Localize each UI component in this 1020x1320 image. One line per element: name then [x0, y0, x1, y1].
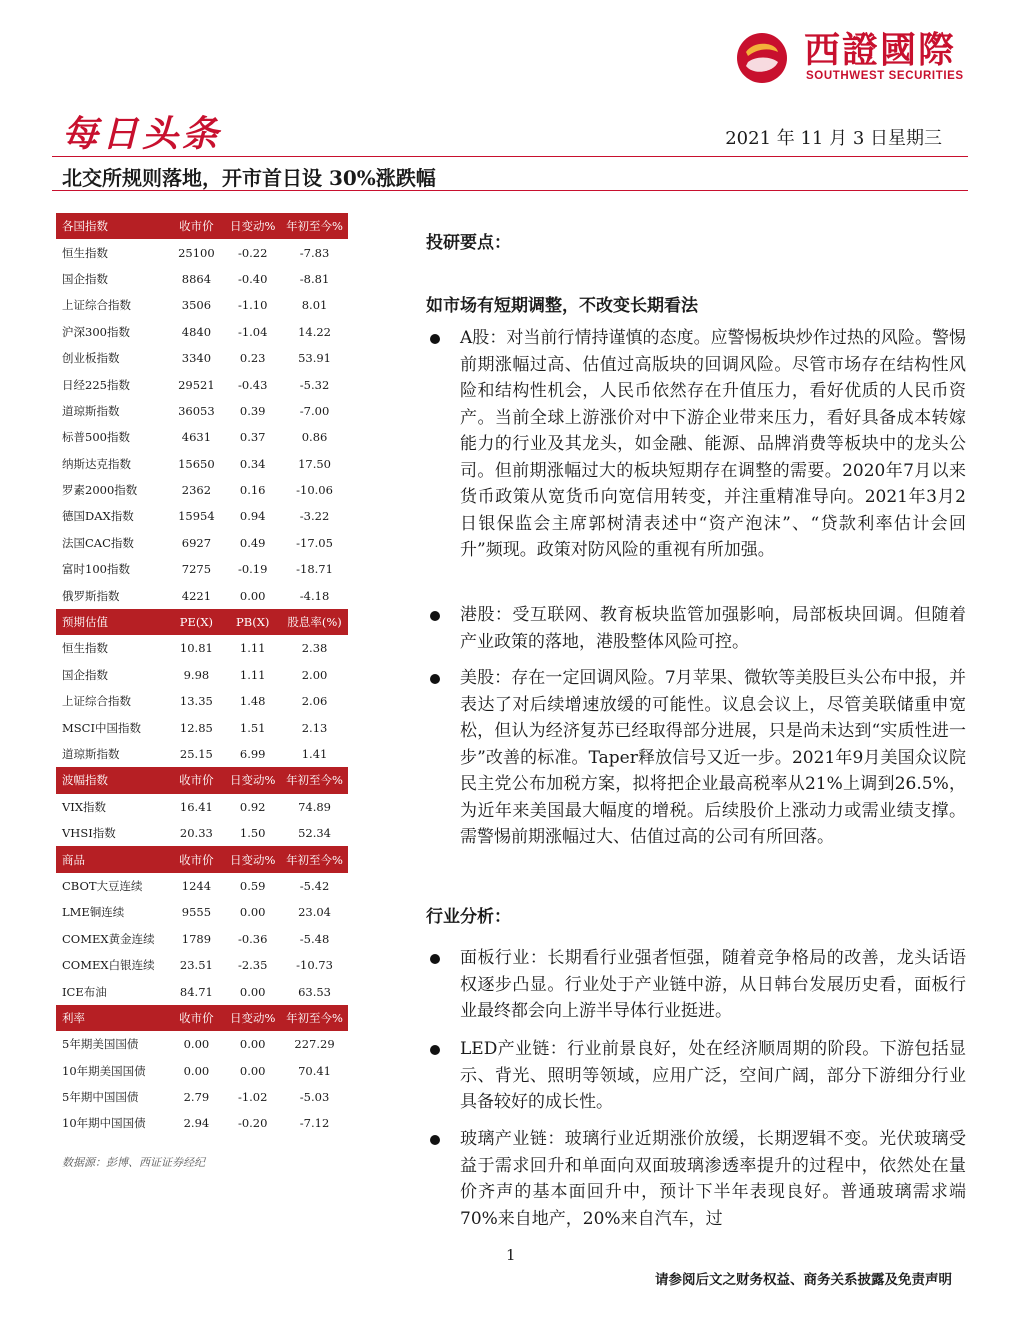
bullet-dot-icon: [430, 1135, 440, 1145]
table-cell-value: 0.00: [239, 905, 266, 920]
table-row-label: 罗素2000指数: [62, 483, 138, 498]
table-row-label: 恒生指数: [62, 641, 108, 656]
bullet-a-shares: [426, 325, 966, 564]
bullet-text: 面板行业：长期看行业强者恒强，随着竞争格局的改善，龙头话语权逐步凸显。行业处于产业链中游，从日韩台发展历史看，面板行业最终都会向上游半导体行业挺进。: [460, 948, 966, 1021]
table-row: [56, 424, 348, 450]
table-cell-value: 0.49: [239, 535, 266, 550]
table-cell-value: 0.37: [239, 430, 266, 445]
table-header-cell: 年初至今%: [281, 846, 348, 872]
table-cell-value: 70.41: [298, 1063, 331, 1078]
table-header-cell: 股息率(%): [281, 609, 348, 635]
divider-bottom: [52, 190, 968, 191]
table-cell-value: 2.06: [301, 694, 328, 709]
table-header-cell: 年初至今%: [281, 1005, 348, 1031]
table-cell-value: 8.01: [301, 298, 328, 313]
table-row: [56, 978, 348, 1004]
bullet-dot-icon: [430, 611, 440, 621]
table-row-label: 法国CAC指数: [62, 535, 134, 550]
table-cell-value: -0.22: [237, 245, 268, 260]
logo-swirl-icon: [736, 32, 788, 84]
table-cell-value: 0.00: [239, 1063, 266, 1078]
table-cell-value: 6.99: [239, 747, 266, 761]
table-row: [56, 239, 348, 265]
table-row-label: COMEX黄金连续: [62, 931, 155, 946]
table-cell-value: 1789: [181, 931, 212, 946]
table-cell-value: 0.00: [239, 588, 266, 603]
table-cell-value: 4840: [181, 324, 212, 339]
table-cell-value: 15954: [178, 509, 215, 524]
table-row-label: 国企指数: [62, 667, 108, 682]
table-row-label: CBOT大豆连续: [62, 878, 143, 893]
table-row-label: 道琼斯指数: [62, 747, 120, 761]
table-cell-value: -1.02: [237, 1090, 268, 1105]
table-cell-value: 53.91: [298, 351, 331, 366]
table-cell-value: 8864: [181, 271, 212, 286]
table-row: [56, 662, 348, 688]
table-row: [56, 503, 348, 529]
table-row-label: 5年期美国国债: [62, 1037, 139, 1052]
table-cell-value: 227.29: [294, 1037, 335, 1052]
table-row-label: 创业板指数: [62, 351, 120, 366]
table-row: [56, 398, 348, 424]
table-section-header: [56, 767, 348, 793]
table-row-label: 国企指数: [62, 271, 108, 286]
table-cell-value: 2.38: [301, 641, 328, 656]
table-cell-value: 25.15: [179, 747, 213, 761]
table-header-cell: PB(X): [224, 609, 281, 635]
table-row: [56, 345, 348, 371]
table-cell-value: 0.39: [239, 403, 266, 418]
table-cell-value: 2.13: [301, 720, 328, 735]
table-row-label: MSCI中国指数: [62, 720, 141, 735]
table-row-label: 俄罗斯指数: [62, 588, 120, 603]
table-header-cell: 商品: [56, 846, 168, 872]
table-header-cell: 日变动%: [224, 213, 281, 239]
table-section-header: [56, 1005, 348, 1031]
table-row: [56, 1058, 348, 1084]
table-row: [56, 926, 348, 952]
table-row-label: 5年期中国国债: [62, 1090, 139, 1105]
table-cell-value: 0.94: [239, 509, 266, 524]
table-cell-value: 74.89: [298, 799, 331, 814]
table-row: [56, 1110, 348, 1136]
table-cell-value: 4631: [181, 430, 212, 445]
market-data-table: [56, 213, 348, 1137]
bullet-hk-shares: [426, 602, 966, 655]
table-section-header: [56, 213, 348, 239]
table-cell-value: 4221: [181, 588, 212, 603]
table-cell-value: -18.71: [296, 562, 333, 577]
table-cell-value: -8.81: [299, 271, 330, 286]
page-number: 1: [506, 1246, 516, 1264]
table-cell-value: 2.00: [301, 667, 328, 682]
divider-top: [52, 156, 968, 157]
table-cell-value: -5.48: [299, 931, 330, 946]
table-cell-value: 9555: [181, 905, 212, 920]
logo-chinese: 西證國際: [804, 30, 957, 71]
bullet-dot-icon: [430, 954, 440, 964]
table-row: [56, 1031, 348, 1057]
bullet-text: A股：对当前行情持谨慎的态度。应警惕板块炒作过热的风险。警惕前期涨幅过高、估值过高版块的回调风险。尽管市场存在结构性风险和结构性机会，人民币依然存在升值压力，看好优质的人民币资产。当前全球上游涨价对中下游企业带来压力，看好具备成本转嫁能力的行业及其龙头，如金融、能源、品牌消费等板块中的龙头公司。但前期涨幅过大的板块短期存在调整的需要。2020年7月以来货币政策从宽货币向宽信用转变，并注重精准导向。2021年3月2日银保监会主席郭树清表述中“资产泡沫”、“贷款利率估计会回升”频现。政策对防风险的重视有所加强。: [460, 328, 966, 560]
table-cell-value: 10.81: [179, 641, 213, 656]
company-logo: [736, 30, 962, 86]
bullet-text: 港股：受互联网、教育板块监管加强影响，局部板块回调。但随着产业政策的落地，港股整体风险可控。: [460, 605, 966, 652]
table-cell-value: 9.98: [183, 667, 210, 682]
table-row: [56, 952, 348, 978]
table-cell-value: -10.73: [296, 958, 333, 973]
section-key-points: 投研要点：: [426, 233, 511, 253]
table-row: [56, 635, 348, 661]
table-header-cell: 日变动%: [224, 1005, 281, 1031]
table-row-label: 富时100指数: [62, 562, 130, 577]
table-row-label: 德国DAX指数: [62, 509, 134, 524]
table-cell-value: 7275: [181, 562, 212, 577]
table-cell-value: -7.00: [299, 403, 330, 418]
table-cell-value: 6927: [181, 535, 212, 550]
bullet-glass-industry: [426, 1126, 966, 1232]
table-header-cell: 波幅指数: [56, 767, 168, 793]
table-cell-value: 15650: [178, 456, 215, 471]
table-cell-value: -2.35: [237, 958, 268, 973]
table-cell-value: 2362: [181, 483, 212, 498]
table-cell-value: 0.92: [239, 799, 266, 814]
section-market-view: 如市场有短期调整，不改变长期看法: [426, 296, 698, 316]
table-row-label: 10年期美国国债: [62, 1063, 146, 1078]
table-cell-value: -0.40: [237, 271, 268, 286]
table-header-cell: 各国指数: [56, 213, 168, 239]
table-header-cell: PE(X): [168, 609, 224, 635]
table-cell-value: -0.20: [237, 1116, 268, 1131]
table-row-label: 纳斯达克指数: [62, 456, 131, 471]
bullet-dot-icon: [430, 674, 440, 684]
table-cell-value: -7.12: [299, 1116, 330, 1131]
table-row: [56, 292, 348, 318]
table-cell-value: 1.11: [239, 641, 266, 656]
table-cell-value: 36053: [178, 403, 215, 418]
report-date: 2021 年 11 月 3 日星期三: [725, 128, 942, 149]
data-source: 数据源：彭博、西证证券经纪: [62, 1156, 205, 1169]
bullet-text: LED产业链：行业前景良好，处在经济顺周期的阶段。下游包括显示、背光、照明等领域，应用广泛，空间广阔，部分下游细分行业具备较好的成长性。: [460, 1039, 966, 1112]
table-cell-value: -0.36: [237, 931, 268, 946]
table-cell-value: -1.04: [237, 324, 268, 339]
table-header-cell: 收市价: [168, 213, 224, 239]
table-cell-value: 14.22: [298, 324, 331, 339]
table-row-label: 沪深300指数: [62, 324, 130, 339]
table-cell-value: 1.50: [239, 826, 266, 841]
table-row: [56, 530, 348, 556]
bullet-us-shares: [426, 665, 966, 851]
table-row: [56, 477, 348, 503]
table-row-label: VIX指数: [62, 799, 107, 814]
table-cell-value: 52.34: [298, 826, 331, 841]
table-cell-value: -17.05: [296, 535, 333, 550]
table-section-header: [56, 846, 348, 872]
table-row-label: ICE布油: [62, 984, 107, 999]
table-row: [56, 820, 348, 846]
table-row: [56, 741, 348, 767]
table-cell-value: 1.51: [239, 720, 266, 735]
table-row-label: 上证综合指数: [62, 694, 131, 709]
table-cell-value: 13.35: [179, 694, 213, 709]
table-header-cell: 日变动%: [224, 846, 281, 872]
bullet-dot-icon: [430, 334, 440, 344]
table-cell-value: -7.83: [299, 245, 330, 260]
table-cell-value: 1244: [181, 878, 212, 893]
table-cell-value: 2.94: [183, 1116, 210, 1131]
bullet-text: 美股：存在一定回调风险。7月苹果、微软等美股巨头公布中报，并表达了对后续增速放缓的可能性。议息会议上，尽管美联储重申宽松，但认为经济复苏已经取得部分进展，只是尚未达到“实质性进一步”改善的标准。Taper释放信号又近一步。2021年9月美国众议院民主党公布加税方案，拟将把企业最高税率从21%上调到26.5%，为近年来美国最大幅度的增税。后续股价上涨动力或需业绩支撑。需警惕前期涨幅过大、估值过高的公司有所回落。: [460, 668, 966, 847]
table-cell-value: 0.23: [239, 351, 266, 366]
bullet-led-industry: [426, 1036, 966, 1116]
table-cell-value: 0.16: [239, 483, 266, 498]
table-cell-value: 20.33: [179, 826, 213, 841]
table-row: [56, 688, 348, 714]
table-cell-value: -0.43: [237, 377, 268, 392]
table-row: [56, 319, 348, 345]
table-row-label: COMEX白银连续: [62, 958, 155, 973]
table-cell-value: 17.50: [298, 456, 331, 471]
table-header-cell: 预期估值: [56, 609, 168, 635]
table-cell-value: 0.86: [301, 430, 328, 445]
table-cell-value: -5.42: [299, 878, 330, 893]
masthead-title: 每日头条: [62, 113, 223, 155]
table-cell-value: 25100: [178, 245, 215, 260]
table-cell-value: 23.04: [298, 905, 331, 920]
headline: 北交所规则落地，开市首日设 30%涨跌幅: [62, 166, 436, 190]
table-row-label: 10年期中国国债: [62, 1116, 146, 1131]
table-row-label: 日经225指数: [62, 377, 130, 392]
table-cell-value: -0.19: [237, 562, 268, 577]
table-header-cell: 利率: [56, 1005, 168, 1031]
table-row: [56, 582, 348, 608]
table-row-label: LME铜连续: [62, 905, 125, 920]
table-cell-value: 12.85: [179, 720, 213, 735]
table-cell-value: -1.10: [237, 298, 268, 313]
table-cell-value: 63.53: [298, 984, 331, 999]
table-cell-value: -3.22: [299, 509, 330, 524]
table-cell-value: 0.34: [239, 456, 266, 471]
table-section-header: [56, 609, 348, 635]
table-header-cell: 收市价: [168, 846, 224, 872]
table-cell-value: 3340: [181, 351, 212, 366]
table-cell-value: 84.71: [179, 984, 213, 999]
table-row-label: 道琼斯指数: [62, 403, 120, 418]
table-row: [56, 556, 348, 582]
table-row-label: 标普500指数: [62, 430, 130, 445]
table-cell-value: 3506: [181, 298, 212, 313]
table-header-cell: 收市价: [168, 767, 224, 793]
table-cell-value: 2.79: [183, 1090, 210, 1105]
table-cell-value: 0.00: [183, 1037, 210, 1052]
table-cell-value: -5.03: [299, 1090, 330, 1105]
table-cell-value: -10.06: [296, 483, 333, 498]
table-cell-value: 29521: [178, 377, 215, 392]
table-cell-value: 16.41: [179, 799, 213, 814]
table-cell-value: 0.00: [239, 1037, 266, 1052]
table-row: [56, 1084, 348, 1110]
table-row: [56, 714, 348, 740]
table-row-label: 恒生指数: [62, 245, 108, 260]
table-row: [56, 794, 348, 820]
table-cell-value: 1.41: [301, 747, 328, 761]
table-cell-value: 1.11: [239, 667, 266, 682]
bullet-text: 玻璃产业链：玻璃行业近期涨价放缓，长期逻辑不变。光伏玻璃受益于需求回升和单面向双面玻璃渗透率提升的过程中，依然处在量价齐声的基本面回升中，预计下半年表现良好。普通玻璃需求端70%来自地产，20%来自汽车，过: [460, 1129, 966, 1229]
table-cell-value: 0.00: [239, 984, 266, 999]
logo-english: SOUTHWEST SECURITIES: [806, 70, 964, 82]
table-row: [56, 873, 348, 899]
footer-disclaimer: 请参阅后文之财务权益、商务关系披露及免责声明: [655, 1272, 952, 1288]
table-header-cell: 日变动%: [224, 767, 281, 793]
table-row: [56, 899, 348, 925]
table-cell-value: 23.51: [179, 958, 213, 973]
table-cell-value: -4.18: [299, 588, 330, 603]
section-industry-analysis: 行业分析：: [426, 907, 511, 927]
table-row-label: 上证综合指数: [62, 298, 131, 313]
table-row: [56, 451, 348, 477]
table-cell-value: -5.32: [299, 377, 330, 392]
table-header-cell: 年初至今%: [281, 767, 348, 793]
bullet-dot-icon: [430, 1045, 440, 1055]
table-header-cell: 收市价: [168, 1005, 224, 1031]
table-cell-value: 0.59: [239, 878, 266, 893]
bullet-panel-industry: [426, 945, 966, 1025]
table-row: [56, 371, 348, 397]
table-header-cell: 年初至今%: [281, 213, 348, 239]
table-cell-value: 1.48: [239, 694, 266, 709]
table-cell-value: 0.00: [183, 1063, 210, 1078]
table-row-label: VHSI指数: [62, 826, 116, 841]
table-row: [56, 266, 348, 292]
